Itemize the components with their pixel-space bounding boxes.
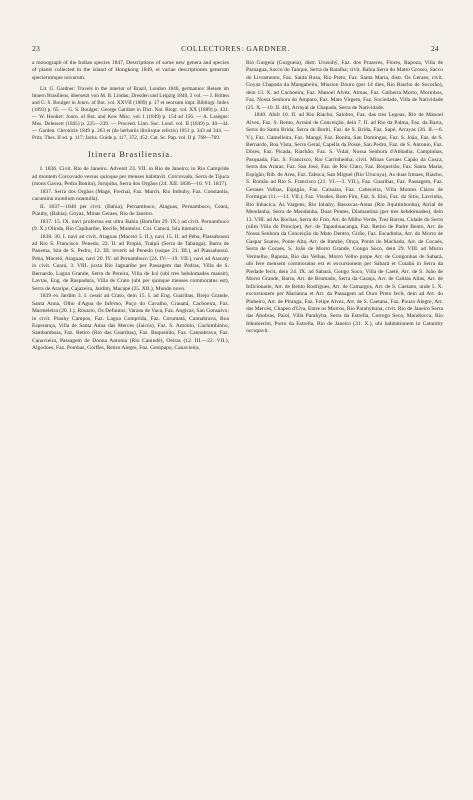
page-number-right: 24 [431,44,439,53]
page-number-left: 23 [32,44,40,53]
page-header [32,44,439,56]
left-column [32,60,229,353]
running-title: COLLECTORES: GARDNER. [181,44,290,53]
itinerary-paragraph: Rio Gurgeia (Gurgueia), distr. Urusuhý, Faz. dos Prazeres, Flores, Rapoza, Villa de Parnagua, Sacco do Tanque, Serra da Batalha; civit. Bahia Serra do Matto Grosso, Sacco do Livramento, Faz. Santa Rosa, Rio Preto, Faz. Santa Maria, distr. Os Geraes; civit. Goyaz Chapada da Mangabeira, Mission Douro (per 14 dies, Rio Riacho de Socorão), dein 13. X. ad Cachoeira, Faz. Manoel Alvez, Almas, Faz. Galheira Morto, Morinhos, Faz. Nossa Senhora do Amparo, Faz. Mato Virgem, Faz. Sociedade, Villa de Natividade (25. X.—10. II. 40), Arrayal de Chapada, Serra de Natividade. [246,60,443,111]
itinerary-paragraph: 1837. 15. IX. navi profectus est ultra Bahia (Bomfim 29. IX.) ad civit. Pernambuco (9. X.) Olinda, Rio Capibaribe, Recife, Monteiro. Col. Catucá, Isla Itamaricá. [32,218,229,233]
itinerary-paragraph: 1838. 30. I. navi ad civit. Alagoas (Maceió 5. II.), navi 15. II. ad Peba, Piassabussú ad Rio S. Francisco. Penedo, 22. II. ad Propiá, Traipú (Serra de Tabanga). Barra de Panema, Isla de S. Pedro, 12. III. reverit ad Penedo (usque 21. III.), ad Piassabussú. Peba, Maceió, Alagoas, navi 20. IV. ad Pernambuco (24. IV.—19. VII.), navi ad Aracaty in civit. Ceará, 3. VIII. juxta Rio Jaguaribe per Passagem das Pedras, Villa de S. Bernardo, Lagoa Grande, Serra de Pereira, Villa de Icó (ubi tres hebdomades mansit), Lavras, Eng. de Raspadura, Villa de Crato (ubi per quinque menses commoratus est), Serra de Araripe, Cajazeira, Jardim, Macapé (25. XII.), Mundo novo. [32,233,229,292]
itinerary-paragraph: II. 1837—1840 per civit. (Bahia), Pernambuco, Alagoas, Pernambuco, Ceará, Piauhy, (Bahia), Goyaz, Minas Geraes, Rio de Janeiro. [32,203,229,218]
itinerary-paragraph: 1839 ex Jardim 3. I. cessit ad Crato, dein 15. I. ad Eng. Guaribas, Brejo Grande, Santa Anna, Olho d'Agoa de Inferno, Poço do Cavalho, Crauatá, Cachoeira, Faz. Marmeleira (20. I.), Rosario, Os Defuntos, Varzea de Vaca, Faz. Angicas, San Gonsalvo; in civit. Piauhy Campos, Faz. Lagoa Comprida, Faz. Corumatá, Cannabrava, Boa Esperança, Villa de Santa Anna das Merces (Jaicós), Faz. S. Antonio, Cachimbinho, Sambambaia, Faz. Retiro (Rio das Guaribas), Faz. Buqueirão, Faz. Cannabrava, Faz. Canavieira, Passagem de Donna Antonia (Rio Canindé), Oeiras (12. III.—22. VII.), Algodoes, Faz. Pombas, Goiffes, Retiro Alegre, Faz. Genipapo, Canavieira, [32,293,229,352]
itinerary-paragraph: 1837. Serra dos Orgãos (Magé, Frechal, Faz. March, Rio Imbuhy, Faz. Constantia, cacumina montium nonnulla). [32,188,229,203]
right-column [246,60,443,336]
itinerary-paragraph: I. 1836. Civit. Rio de Janeiro. Advenit 23. VII. in Rio de Janeiro; in Rio Campride ad montem Corcovado versus quinque per menses habitavit. Corcovado, Serra de Tijuca (mons Gavea, Pedra Bonita), Jurujuba, Serra dos Orgãos (24. XII. 1836—10. VI. 1837). [32,166,229,188]
intro-paragraph: a monograph of the Indian species 1847, Descriptions of some new genera and species of plants collected in the island of Hongkong 1849, et variae descriptiones generum specierumque novarum. [32,60,229,81]
itinerary-paragraph: 1840. Abiit 10. II. ad Rio Riacho, Salobro, Faz. das tres Legoas, Rio de Manoel Alvez, Faz. S. Bento, Arraial de Conceição, dein 7. II. ad Rio da Palma, Faz. da Barra, Serra do Santa Brida, Serra do Buriti, Faz. de S. Brida, Faz. Sapé, Arrayas (26. II.—6. V.), Faz. Gamelleira, Faz. Mangé, Faz. Bonita, San Domingos, Faz. S. João, Faz. de S. Bernardo, Boa Vista, Serra Geral, Capella da Posse, San Pedro, Faz. de S. Antonio, Faz. Dôres, Faz. Picada, Riachão, Faz. S. Vidal, Nossa Senhora d'Abbadia, Campinhas, Pasquada, Faz. S. Francisco, Rio Carrinhenha; civit. Minas Geraes Capão da Cusca, Serra das Araras, Faz. San José, Faz. de Rio Claro, Faz. Boqueirão, Faz. Santa Maria, Espigão, Rib. de Area, Faz. Taboca, San Miguel (Rio Urucuya), As duas Irmaes, Riacho, S. Romão ad Rio S. Francisco (21. VI.—3. VII.), Faz. Guaribas, Faz. Passagem, Faz. Gerases Velhas, Espigão, Faz. Caissára, Faz. Cabeceira, Villa Montes Claros de Formigas (11.—13. VII.), Faz. Vissdes, Bom Fim, Faz. S. Eloi, Faz. do Sitio, Lavrinha, Rio Inhacica, As Vargens, Rio Inhaby, Bassocas-Areas (Rio Jiquitinhonha), Arrial de Mendanha, Serra de Mendanha, Duas Pontes, Diamantina (per tres hebdomades), dein 13. VIII. ad As Rochas, Serra do Frio, Arr. de Milho Verde, Tres Barras, Cidade do Serro (olim Villa do Principe), Arr. de Tapanhuacanga, Faz. Retiro de Padre Bento, Arr. de Nossa Senhora da Conceição do Mato Dentro, Girão, Faz. Escadinha, Arr. do Morro de Gaspar Soares, Ponte Alta, Arr. de Itambé, Onça, Ponte do Machado, Arr. de Cocaés, Serra de Cocaés, S. João de Morro Grande, Gongo Soco, dein 29. VIII. ad Morro Vermelho, Rapoza, Rio das Velhas, Morro Velho prope Arr. de Congonhas de Sabará, ubi fere mensem commoratus est et excursionem per Sabará et Cuiabá in Serra da Piedade fecit, dein 24. IX. ad Sabará, Gongo Soco, Villa de Caeté, Arr. de S. João de Morro Grande, Barra, Arr. de Brumado, Serra da Caraça, Arr. de Caittas Altas, Arr. de Inficionado, Arr. de Bento Rodrigues, Arr. de Camargos, Arr. de S. Caetano, unde 5. X. excursionem per Marianna et Arr. da Passagem ad Ouro Preto fecit, dein ad Arr. do Pinheiro, Arr. de Piranga, Faz. Felipe Alvez, Arr. de S. Caetana, Faz. Pouzo Alegre, Arr. das Mercês, Chapeo d'Uva, Entre os Morros, Rio Parahybuna, civit. Rio de Janeiro Serra das Abobras, Paiol, Villa Parahyba, Serra da Estrella, Corrego Seco, Mandiocca, Rio Inhomerim, Porto da Estrella, Rio de Janeiro (31. X.), ubi habitationem in Catumby occupavit. [246,112,443,335]
literature-paragraph: Lit. G. Gardner: Travels in the interior of Brazil, London 1846, germanice: Reisen im Innern Brasiliens, übersetzt von M. B. Lindau, Dresden und Leipzig 1848, 2 vol. — J. Britten and G. S. Boulger in Journ. of Bot. vol. XXVII (1889) p. 17 et seorsum impr. Bibliogr. Index (1893) p. 65. — G. S. Boulger: George Gardner in Dict. Nat. Biogr. vol. XX (1889) p. 431. — W. Hooker: Journ. of Bot. and Kew Misc. vol. I (1849) p. 154 ad 156. — A. Lasègue: Mus. Delessert (1845) p. 235—239. — Proceed. Linn. Soc. Lond. vol. II (1849) p. 40—44. — Garden. Chronicle 1849 p. 263 et (de herbariis libriisque relictis) 1851 p. 343 ad 344. — Pritz. Thes. II ed. p. 117; Jacks. Guide p. 117, 372, 452; Cat. Sc. Pap. vol. II p. 768—769. [32,86,229,142]
section-heading: Itinera Brasiliensia. [87,150,174,160]
